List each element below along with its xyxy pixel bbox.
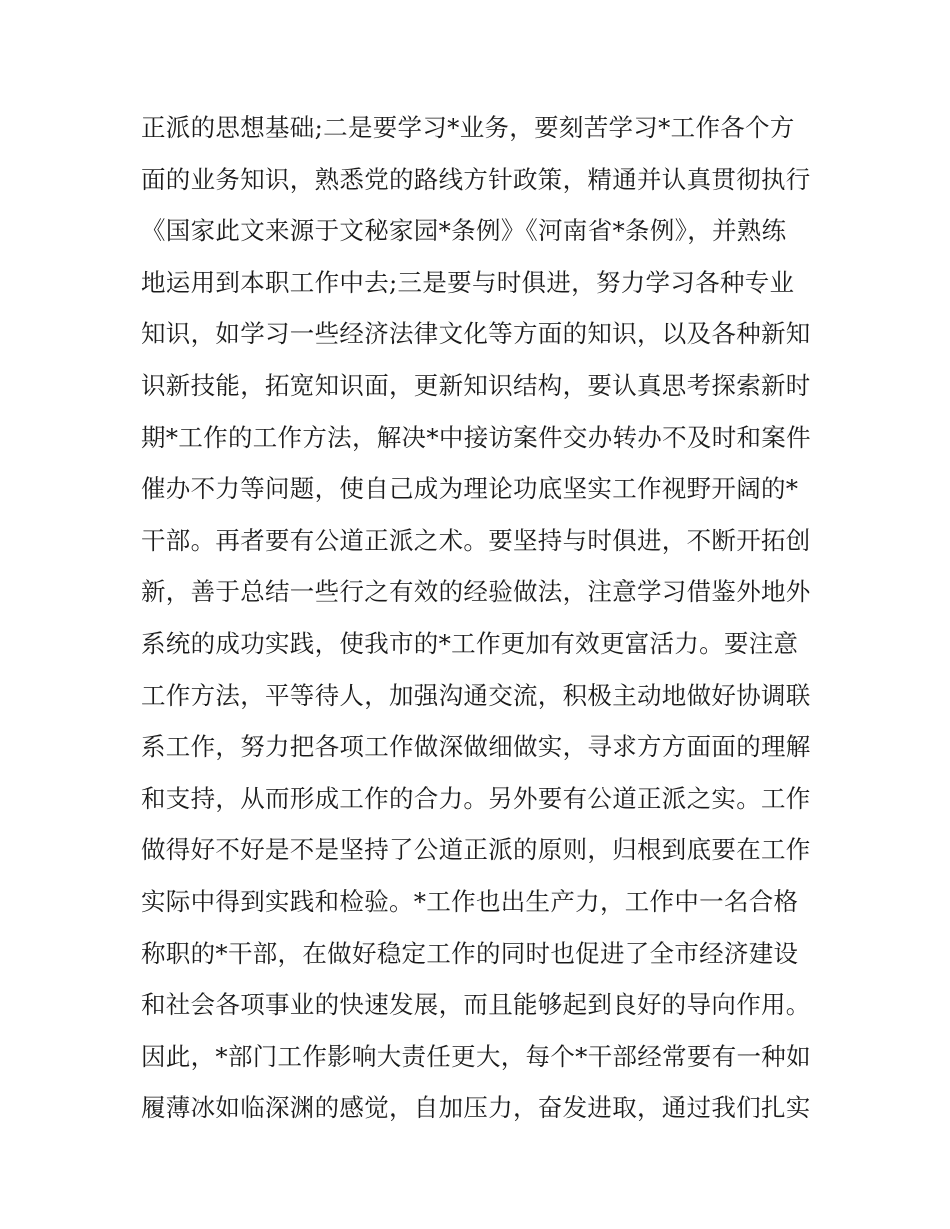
text-line: 期*工作的工作方法，解决*中接访案件交办转办不及时和案件 xyxy=(141,422,811,452)
text-line: 因此，*部门工作影响大责任更大，每个*干部经常要有一种如 xyxy=(141,1041,811,1071)
text-line: 《国家此文来源于文秘家园*条例》《河南省*条例》，并熟练 xyxy=(141,216,787,246)
text-line: 地运用到本职工作中去;三是要与时俱进，努力学习各种专业 xyxy=(141,267,795,297)
text-line: 新，善于总结一些行之有效的经验做法，注意学习借鉴外地外 xyxy=(141,577,811,607)
text-line: 系统的成功实践，使我市的*工作更加有效更富活力。要注意 xyxy=(141,628,799,658)
text-line: 知识，如学习一些经济法律文化等方面的知识，以及各种新知 xyxy=(141,319,811,349)
text-line: 系工作，努力把各项工作做深做细做实，寻求方方面面的理解 xyxy=(141,732,811,762)
text-line: 工作方法，平等待人，加强沟通交流，积极主动地做好协调联 xyxy=(141,680,811,710)
text-line: 催办不力等问题，使自己成为理论功底坚实工作视野开阔的* xyxy=(141,474,799,504)
text-line: 实际中得到实践和检验。*工作也出生产力，工作中一名合格 xyxy=(141,886,799,916)
text-line: 做得好不好是不是坚持了公道正派的原则，归根到底要在工作 xyxy=(141,835,811,865)
text-line: 面的业务知识，熟悉党的路线方针政策，精通并认真贯彻执行 xyxy=(141,164,811,194)
body-text xyxy=(141,102,831,1134)
text-line: 干部。再者要有公道正派之术。要坚持与时俱进，不断开拓创 xyxy=(141,525,811,555)
text-line: 履薄冰如临深渊的感觉，自加压力，奋发进取，通过我们扎实 xyxy=(141,1093,811,1123)
text-line: 正派的思想基础;二是要学习*业务，要刻苦学习*工作各个方 xyxy=(141,113,795,142)
text-line: 称职的*干部，在做好稳定工作的同时也促进了全市经济建设 xyxy=(141,938,799,968)
text-line: 和支持，从而形成工作的合力。另外要有公道正派之实。工作 xyxy=(141,783,811,813)
text-line: 识新技能，拓宽知识面，更新知识结构，要认真思考探索新时 xyxy=(141,370,811,400)
text-line: 和社会各项事业的快速发展，而且能够起到良好的导向作用。 xyxy=(141,990,811,1020)
